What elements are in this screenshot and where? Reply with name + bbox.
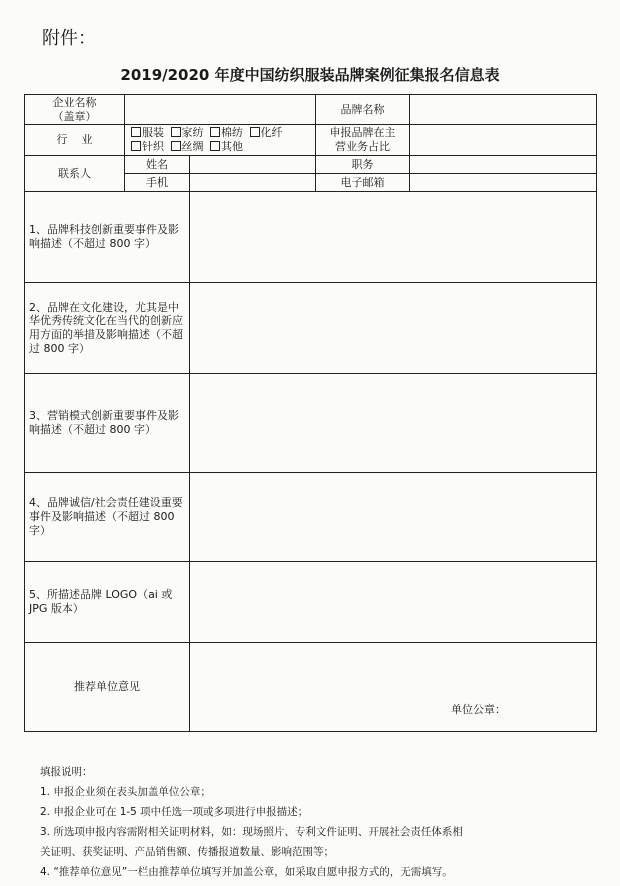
question-3-label: 3、营销模式创新重要事件及影响描述（不超过 800 字） — [25, 374, 190, 473]
question-2-field[interactable] — [190, 283, 597, 374]
industry-option-chemical-fiber[interactable]: 化纤 — [250, 126, 283, 140]
email-field[interactable] — [410, 174, 597, 192]
mobile-label: 手机 — [125, 174, 190, 192]
brand-name-label: 品牌名称 — [316, 95, 410, 125]
document-title: 2019/2020 年度中国纺织服装品牌案例征集报名信息表 — [120, 66, 500, 84]
question-3-field[interactable] — [190, 374, 597, 473]
question-4-field[interactable] — [190, 473, 597, 562]
industry-option-other[interactable]: 其他 — [210, 140, 243, 154]
question-5-label: 5、所描述品牌 LOGO（ai 或 JPG 版本） — [25, 562, 190, 643]
note-item: 3. 所选项申报内容需附相关证明材料，如：现场照片、专利文件证明、开展社会责任体系相 — [40, 826, 463, 838]
registration-form-table — [24, 94, 597, 732]
note-item: 4. “推荐单位意见”一栏由推荐单位填写并加盖公章，如采取自愿申报方式的，无需填写。 — [40, 866, 453, 878]
note-item: 1. 申报企业须在表头加盖单位公章； — [40, 786, 211, 798]
notes-section — [40, 762, 600, 882]
notes-heading: 填报说明： — [40, 766, 93, 778]
name-field[interactable] — [190, 156, 316, 174]
question-4-label: 4、品牌诚信/社会责任建设重要事件及影响描述（不超过 800 字） — [25, 473, 190, 562]
brand-name-field[interactable] — [410, 95, 597, 125]
attachment-label: 附件： — [42, 28, 96, 49]
contact-label: 联系人 — [25, 156, 125, 192]
brand-share-field[interactable] — [410, 125, 597, 156]
recommend-label: 推荐单位意见 — [25, 643, 190, 732]
question-1-field[interactable] — [190, 192, 597, 283]
question-2-label: 2、品牌在文化建设，尤其是中华优秀传统文化在当代的创新应用方面的举措及影响描述（不超过 800 字） — [25, 283, 190, 374]
industry-options — [125, 125, 316, 156]
position-label: 职务 — [316, 156, 410, 174]
industry-option-knitting[interactable]: 针织 — [131, 140, 164, 154]
mobile-field[interactable] — [190, 174, 316, 192]
industry-option-cotton[interactable]: 棉纺 — [210, 126, 243, 140]
recommend-field[interactable] — [190, 643, 597, 732]
industry-option-apparel[interactable]: 服装 — [131, 126, 164, 140]
question-5-field[interactable] — [190, 562, 597, 643]
seal-label: 单位公章： — [451, 703, 506, 717]
industry-option-silk[interactable]: 丝绸 — [171, 140, 204, 154]
position-field[interactable] — [410, 156, 597, 174]
company-name-field[interactable] — [125, 95, 316, 125]
question-1-label: 1、品牌科技创新重要事件及影响描述（不超过 800 字） — [25, 192, 190, 283]
email-label: 电子邮箱 — [316, 174, 410, 192]
name-label: 姓名 — [125, 156, 190, 174]
company-name-label: 企业名称 （盖章） — [25, 95, 125, 125]
industry-option-home-textile[interactable]: 家纺 — [171, 126, 204, 140]
note-item: 2. 申报企业可在 1-5 项中任选一项或多项进行申报描述； — [40, 806, 309, 818]
brand-share-label: 申报品牌在主 营业务占比 — [316, 125, 410, 156]
note-item: 关证明、获奖证明、产品销售额、传播报道数量、影响范围等； — [40, 846, 334, 858]
industry-label: 行 业 — [25, 125, 125, 156]
